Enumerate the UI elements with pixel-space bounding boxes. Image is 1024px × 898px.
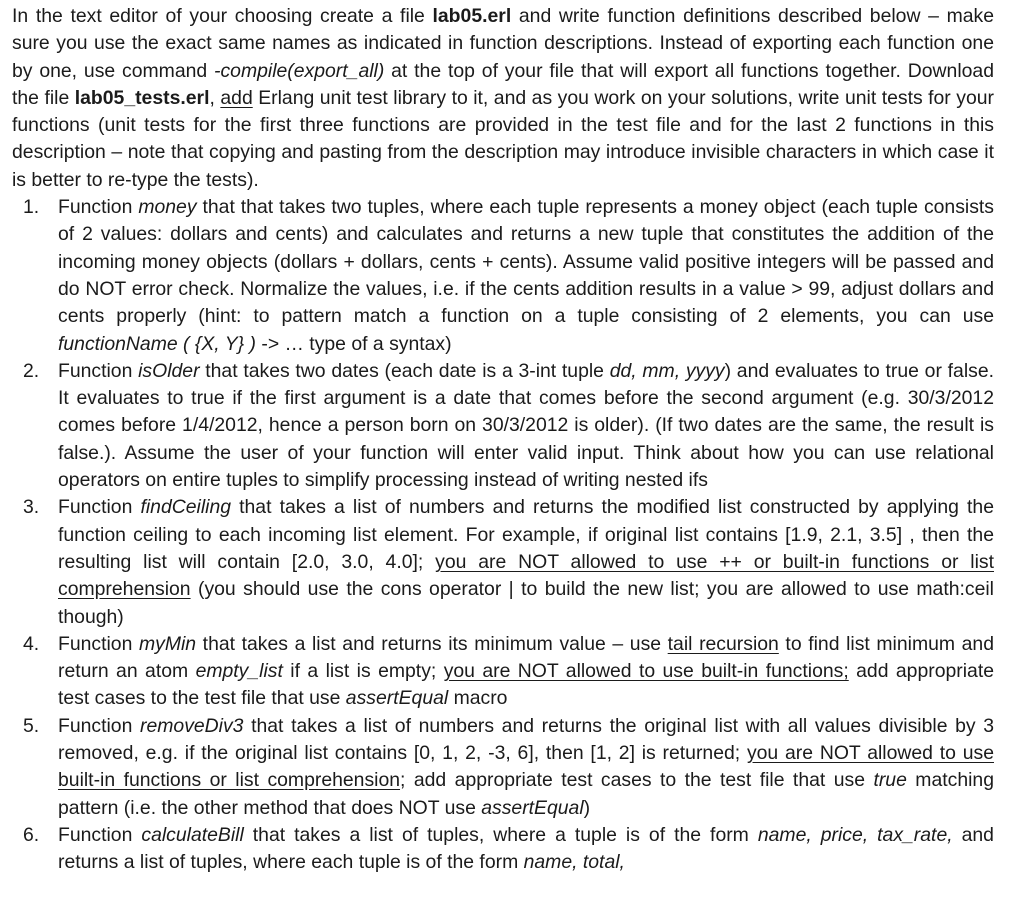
item-text: Function: [58, 196, 139, 219]
intro-text: at the top of your file that will export all functions together. Download the file: [12, 59, 994, 109]
item-number: 6.: [23, 823, 40, 846]
item-number: 5.: [23, 714, 40, 737]
item-text: and returns a list of tuples, where each tuple is of the form: [58, 823, 994, 874]
list-item-mymin: [12, 631, 994, 713]
function-name-money: money: [138, 196, 197, 219]
list-item-calculatebill: [12, 822, 994, 877]
item-text: Function: [58, 496, 141, 519]
item-text: if a list is empty;: [282, 660, 444, 683]
function-name-findceiling: findCeiling: [140, 496, 232, 519]
restriction-note: you are NOT allowed to use built-in functions;: [443, 660, 849, 683]
item-text: ; add appropriate test cases to the test file that use: [400, 769, 874, 792]
intro-text: and write function definitions described below – make sure you use the exact same names as indicated in function descriptions. Instead of exporting each function one by one, use command: [12, 5, 994, 82]
tuple-form-input: name, price, tax_rate,: [757, 823, 953, 846]
intro-text: Erlang unit test library to it, and as you work on your solutions, write unit tests for your functions (unit tests for the first three functions are provided in the test file and for the last 2 functions in this description – note that copying and pasting from the description may introduce invisible characters in which case it is better to re-type the tests).: [12, 86, 994, 191]
function-name-calculatebill: calculateBill: [141, 823, 244, 846]
item-text: that takes two dates (each date is a 3-int tuple: [199, 359, 610, 382]
item-text: Function: [58, 632, 139, 655]
filename-lab05: lab05.erl: [432, 5, 512, 27]
list-item-money: [12, 194, 994, 358]
intro-paragraph: [12, 3, 994, 194]
add-emphasis: add: [220, 86, 253, 109]
item-text: Function: [58, 714, 141, 737]
macro-name: assertEqual: [345, 687, 449, 710]
intro-text: ,: [209, 86, 221, 109]
function-name-isolder: isOlder: [138, 359, 200, 382]
item-number: 1.: [23, 196, 40, 219]
restriction-note: you are NOT allowed to use built-in functions or list comprehension: [58, 742, 994, 792]
intro-text: In the text editor of your choosing create a file: [12, 5, 433, 27]
item-text: to find list minimum and return an atom: [58, 632, 994, 683]
item-number: 2.: [23, 359, 40, 382]
item-text: that that takes two tuples, where each tuple represents a money object (each tuple consists of 2 values: dollars and cents) and calculates and returns a new tuple that constitutes the addition of the incoming money objects (dollars + dollars, cents + cents). Assume valid positive integers will be passed and do NOT error check. Normalize the values, i.e. if the cents addition results in a value > 99, adjust dollars and cents properly (hint: to pattern match a function on a tuple consisting of 2 elements, you can use: [58, 196, 994, 328]
syntax-hint: functionName ( {X, Y} ): [58, 332, 256, 355]
item-text: that takes a list of tuples, where a tuple is of the form: [243, 823, 758, 846]
item-number: 3.: [23, 496, 40, 519]
restriction-note: you are NOT allowed to use ++ or built-in functions or list comprehension: [58, 550, 994, 601]
item-text: macro: [448, 687, 508, 710]
list-item-isolder: [12, 358, 994, 494]
tuple-form-output: name, total,: [523, 851, 625, 874]
filename-lab05-tests: lab05_tests.erl: [74, 86, 210, 109]
list-item-removediv3: [12, 713, 994, 822]
item-text: ): [583, 796, 591, 819]
item-text: ) and evaluates to true or false. It evaluates to true if the first argument is a date that comes before the second argument (e.g. 30/3/2012 comes before 1/4/2012, hence a person born on 30/3/2012 is older). (If two dates are the same, the result is false.). Assume the user of your function will enter valid input. Think about how you can use relational operators on entire tuples to simplify processing instead of writing nested ifs: [58, 359, 994, 492]
macro-name: assertEqual: [481, 796, 584, 819]
item-text: that takes a list and returns its minimum value – use: [196, 632, 668, 655]
item-text: Function: [58, 823, 142, 846]
atom-empty-list: empty_list: [195, 660, 283, 683]
tail-recursion-note: tail recursion: [667, 632, 779, 655]
list-item-findceiling: [12, 494, 994, 630]
item-text: -> … type of a syntax): [255, 332, 452, 355]
compile-command: -compile(export_all): [214, 59, 385, 82]
function-name-mymin: myMin: [138, 632, 197, 655]
function-name-removediv3: removeDiv3: [140, 714, 244, 737]
item-text: Function: [58, 359, 139, 382]
item-text: matching pattern (i.e. the other method that does NOT use: [58, 769, 994, 819]
item-text: that takes a list of numbers and returns the original list with all values divisible by 3 removed, e.g. if the original list contains [0, 1, 2, -3, 6], then [1, 2] is returned;: [58, 714, 995, 765]
item-number: 4.: [23, 632, 40, 655]
true-keyword: true: [873, 769, 907, 792]
date-format: dd, mm, yyyy: [609, 359, 725, 382]
item-text: that takes a list of numbers and returns the modified list constructed by applying the function ceiling to each incoming list element. For example, if original list contains [1.9, 2.1, 3.5] , then the resulting list will contain [2.0, 3.0, 4.0];: [58, 496, 994, 573]
item-text: add appropriate test cases to the test file that use: [58, 660, 995, 710]
item-text: (you should use the cons operator | to build the new list; you are allowed to use math:ceil though): [58, 578, 994, 628]
function-list: [12, 194, 994, 876]
